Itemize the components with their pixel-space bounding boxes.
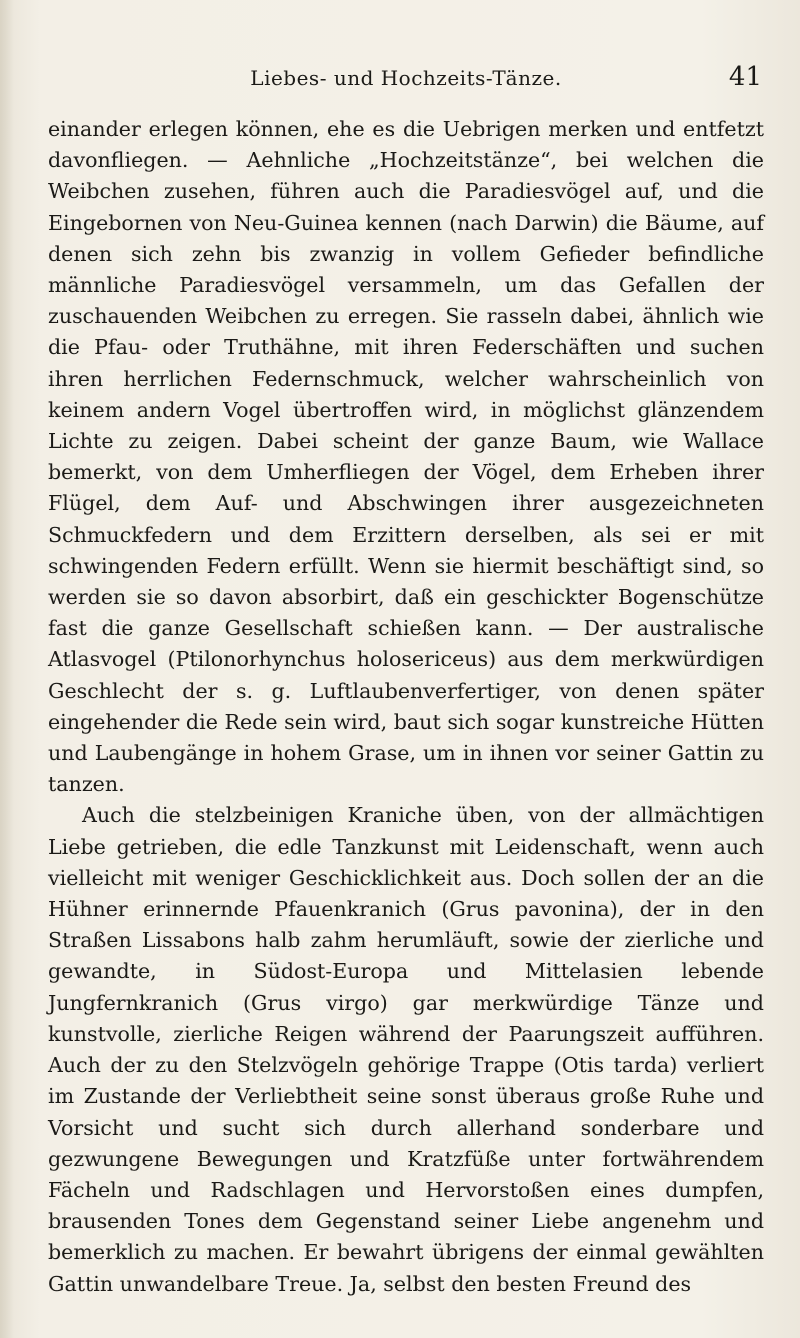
page-header: [50, 60, 762, 96]
paragraph-2: Auch die stelzbeinigen Kraniche üben, von der allmächtigen Liebe getrieben, die edle Tanzkunst mit Leidenschaft, wenn auch vielleicht mit weniger Geschicklichkeit aus. Doch sollen der an die Hühner erinnernde Pfauenkranich (Grus pavonina), der in den Straßen Lissabons halb zahm herumläuft, sowie der zierliche und gewandte, in Südost-Europa und Mittelasien lebende Jungfernkranich (Grus virgo) gar merkwürdige Tänze und kunstvolle, zierliche Reigen während der Paarungszeit aufführen. Auch der zu den Stelzvögeln gehörige Trappe (Otis tarda) verliert im Zustande der Verliebtheit seine sonst überaus große Ruhe und Vorsicht und sucht sich durch allerhand sonderbare und gezwungene Bewegungen und Kratzfüße unter fortwährendem Fächeln und Radschlagen und Hervorstoßen eines dumpfen, brausenden Tones dem Gegenstand seiner Liebe angenehm und bemerklich zu machen. Er bewahrt übrigens der einmal gewählten Gattin unwandelbare Treue. Ja, selbst den besten Freund des: [48, 803, 764, 1296]
running-head: Liebes- und Hochzeits-Tänze.: [250, 66, 562, 90]
page-number: 41: [728, 62, 762, 92]
paragraph-1: einander erlegen können, ehe es die Uebrigen merken und entfetzt davonfliegen. — Aehnliche „Hochzeitstänze“, bei welchen die Weibchen zusehen, führen auch die Paradiesvögel auf, und die Eingebornen von Neu-Guinea kennen (nach Darwin) die Bäume, auf denen sich zehn bis zwanzig in vollem Gefieder befindliche männliche Paradiesvögel versammeln, um das Gefallen der zuschauenden Weibchen zu erregen. Sie rasseln dabei, ähnlich wie die Pfau- oder Truthähne, mit ihren Federschäften und suchen ihren herrlichen Federnschmuck, welcher wahrscheinlich von keinem andern Vogel übertroffen wird, in möglichst glänzendem Lichte zu zeigen. Dabei scheint der ganze Baum, wie Wallace bemerkt, von dem Umherfliegen der Vögel, dem Erheben ihrer Flügel, dem Auf- und Abschwingen ihrer ausgezeichneten Schmuckfedern und dem Erzittern derselben, als sei er mit schwingenden Federn erfüllt. Wenn sie hiermit beschäftigt sind, so werden sie so davon absorbirt, daß ein geschickter Bogenschütze fast die ganze Gesellschaft schießen kann. — Der australische Atlasvogel (Ptilonorhynchus holosericeus) aus dem merkwürdigen Geschlecht der s. g. Luftlaubenverfertiger, von denen später eingehender die Rede sein wird, baut sich sogar kunstreiche Hütten und Laubengänge in hohem Grase, um in ihnen vor seiner Gattin zu tanzen.: [48, 117, 764, 797]
page-gutter-shadow: [0, 0, 14, 1338]
body-text: [48, 114, 764, 1300]
